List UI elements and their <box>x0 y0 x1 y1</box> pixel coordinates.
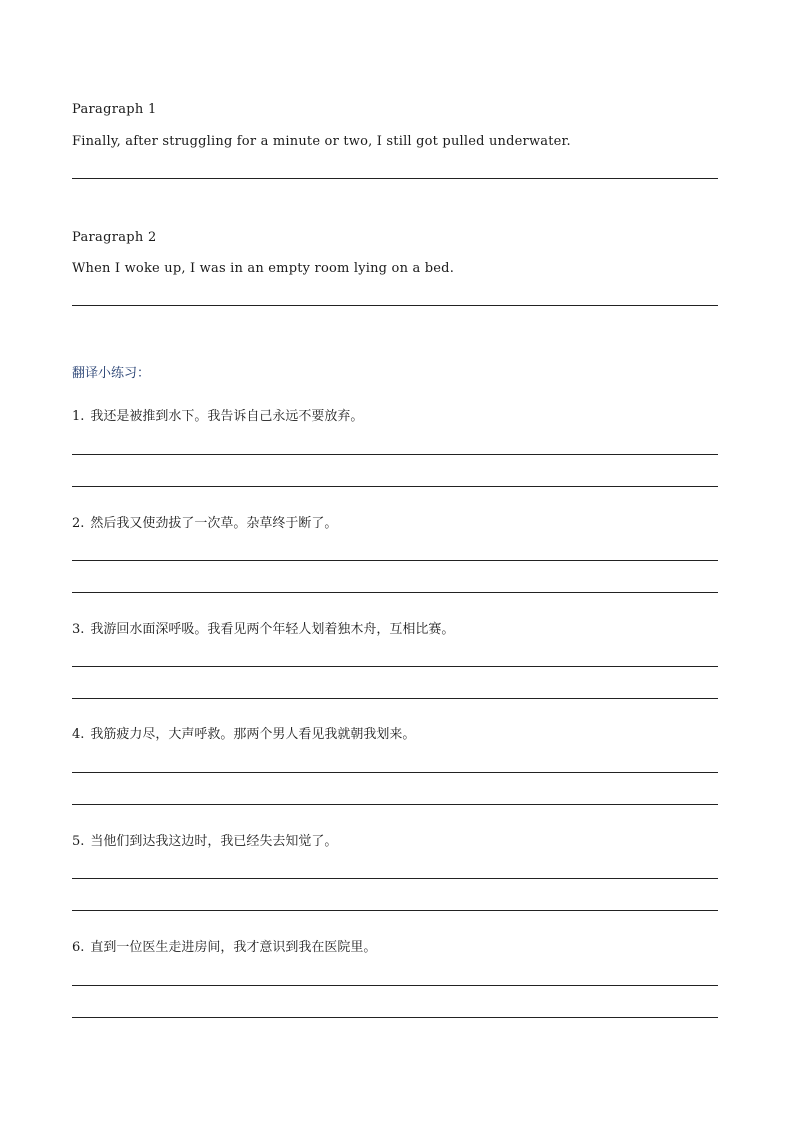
exercise-3-answer-line-1 <box>72 666 718 667</box>
exercise-6-answer-line-1 <box>72 985 718 986</box>
exercise-text: 我还是被推到水下。我告诉自己永远不要放弃。 <box>90 409 364 424</box>
exercise-text: 直到一位医生走进房间，我才意识到我在医院里。 <box>90 940 377 955</box>
exercise-number: 6. <box>72 940 85 955</box>
exercise-2-answer-line-1 <box>72 560 718 561</box>
exercise-item-4 <box>72 723 415 742</box>
exercise-1-answer-line-2 <box>72 486 718 487</box>
paragraph-2-heading: Paragraph 2 <box>72 230 157 245</box>
paragraph-1-text: Finally, after struggling for a minute or two, I still got pulled underwater. <box>72 134 571 149</box>
exercise-number: 2. <box>72 516 85 531</box>
paragraph-2-text: When I woke up, I was in an empty room lying on a bed. <box>72 261 455 276</box>
translation-title: 翻译小练习： <box>72 366 151 381</box>
exercise-text: 我游回水面深呼吸。我看见两个年轻人划着独木舟，互相比赛。 <box>90 622 455 637</box>
exercise-4-answer-line-2 <box>72 804 718 805</box>
exercise-item-1 <box>72 405 363 424</box>
exercise-5-answer-line-1 <box>72 878 718 879</box>
paragraph-1-answer-line <box>72 178 718 179</box>
exercise-text: 我筋疲力尽，大声呼救。那两个男人看见我就朝我划来。 <box>90 727 416 742</box>
paragraph-1-heading: Paragraph 1 <box>72 102 157 117</box>
exercise-number: 1. <box>72 409 85 424</box>
exercise-number: 4. <box>72 727 85 742</box>
exercise-number: 5. <box>72 834 85 849</box>
exercise-1-answer-line-1 <box>72 454 718 455</box>
paragraph-2-answer-line <box>72 305 718 306</box>
exercise-3-answer-line-2 <box>72 698 718 699</box>
exercise-item-6 <box>72 936 376 955</box>
exercise-text: 然后我又使劲拔了一次草。杂草终于断了。 <box>90 516 338 531</box>
exercise-item-5 <box>72 830 337 849</box>
exercise-2-answer-line-2 <box>72 592 718 593</box>
exercise-number: 3. <box>72 622 85 637</box>
exercise-item-3 <box>72 618 454 637</box>
exercise-item-2 <box>72 512 337 531</box>
exercise-5-answer-line-2 <box>72 910 718 911</box>
exercise-text: 当他们到达我这边时，我已经失去知觉了。 <box>90 834 338 849</box>
exercise-4-answer-line-1 <box>72 772 718 773</box>
exercise-6-answer-line-2 <box>72 1017 718 1018</box>
